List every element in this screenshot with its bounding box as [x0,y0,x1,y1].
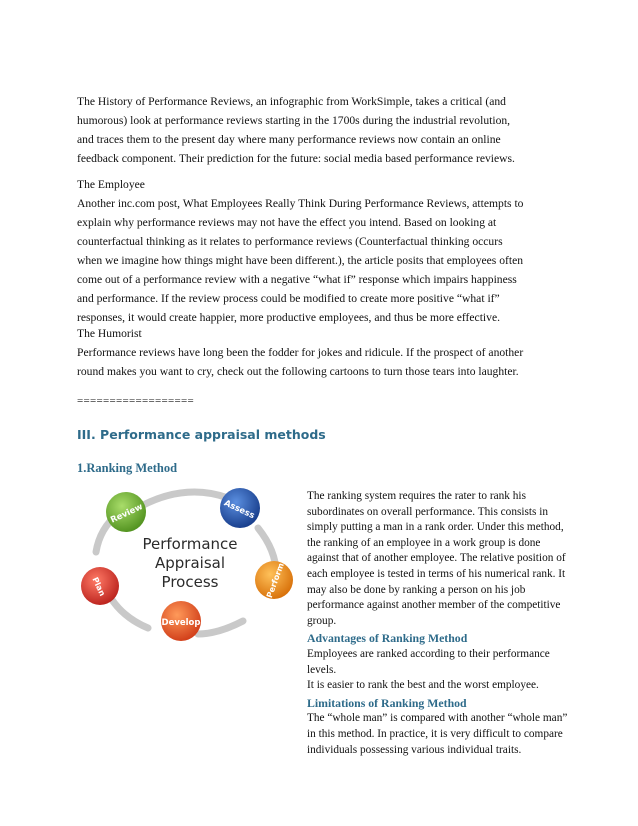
center-line-2: Appraisal [154,554,226,572]
stage-assess [220,488,260,528]
separator-line: ================== [77,395,195,407]
text-line: humorous) look at performance reviews starting in the 1700s during the industrial revolution, [77,114,511,127]
text-line: levels. [307,663,337,676]
text-line: explain why performance reviews may not have the effect you intend. Based on looking at [77,216,497,229]
text-line: the ranking of an employee in a work group is done [307,536,541,549]
humorist-title: The Humorist [77,327,142,340]
limitations-heading: Limitations of Ranking Method [307,695,467,710]
humorist-section [77,324,567,381]
text-line: counterfactual thinking as it relates to performance reviews (Counterfactual thinking occurs [77,235,503,248]
stage-review-label: Review [109,502,145,526]
stage-plan [81,567,119,605]
text-line: The ranking system requires the rater to rank his [307,490,526,502]
text-line: round makes you want to cry, check out the following cartoons to turn those tears into laughter. [77,365,519,378]
text-line: The “whole man” is compared with another “whole man” [307,712,568,725]
text-line: The History of Performance Reviews, an infographic from WorkSimple, takes a critical (and [77,95,506,108]
ranking-description [307,489,597,758]
employee-title: The Employee [77,178,145,191]
text-line: each employee is tested in terms of his numerical rank. It [307,567,566,580]
stage-develop-label: Develop [161,618,201,628]
text-line: against that of another employee. The relative position of [307,552,566,565]
text-line: responses, it would create happier, more productive employees, and thus be more effective. [77,311,500,324]
text-line: when we imagine how things might have been different.), the article posits that employees often [77,254,524,267]
center-line-1: Performance [142,535,238,553]
ranking-method-heading: 1.Ranking Method [77,461,178,475]
section-heading: III. Performance appraisal methods [77,427,326,442]
stage-perform [255,561,293,599]
text-line: Employees are ranked according to their performance [307,647,550,660]
stage-review [106,492,146,532]
stage-plan-label: Plan [90,575,107,598]
stage-assess-label: Assess [222,498,257,522]
text-line: and traces them to the present day where many performance reviews now contain an online [77,133,501,146]
text-line: It is easier to rank the best and the worst employee. [307,679,539,692]
text-line: and performance. If the review process could be modified to create more positive “what if” [77,292,500,305]
text-line: may also be done by ranking a person on his job [307,583,526,596]
performance-appraisal-process-graphic [78,476,304,642]
text-line: Performance reviews have long been the fodder for jokes and ridicule. If the prospect of another [77,346,524,359]
center-line-3: Process [161,573,219,591]
employee-section [77,175,567,327]
text-line: subordinates on overall performance. This consists in [307,505,549,518]
text-line: group. [307,614,337,627]
text-line: performance against another member of the competitive [307,599,561,612]
text-line: individuals possessing various individual traits. [307,743,522,756]
stage-develop [161,601,201,641]
advantages-heading: Advantages of Ranking Method [307,631,468,646]
text-line: feedback component. Their prediction for the future: social media based performance reviews. [77,152,515,165]
text-line: Another inc.com post, What Employees Really Think During Performance Reviews, attempts to [77,197,524,210]
text-line: simply putting a man in a rank order. Under this method, [307,521,564,534]
intro-paragraph [77,92,567,168]
stage-perform-label: Perform [264,561,286,600]
text-line: come out of a performance review with a negative “what if” response which impairs happiness [77,273,517,286]
text-line: in this method. In practice, it is very difficult to compare [307,727,563,740]
